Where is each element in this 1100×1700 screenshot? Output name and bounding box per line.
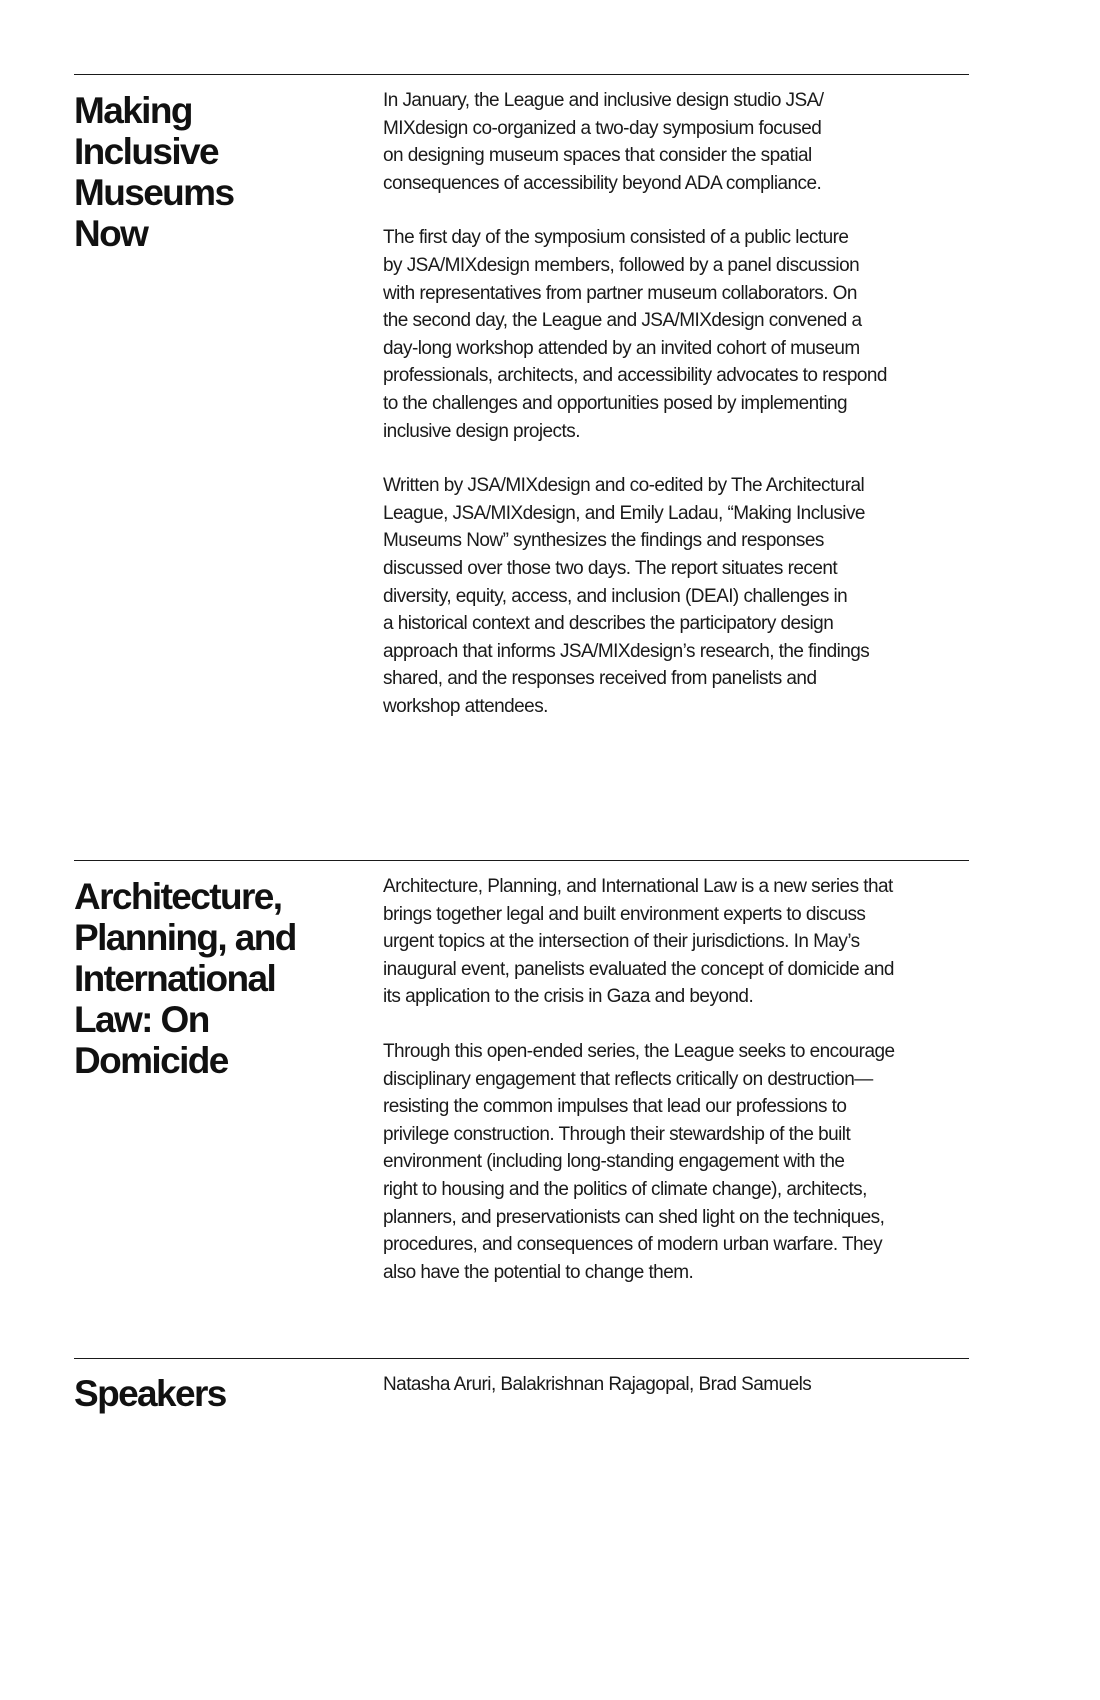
section-title-line: Planning, and	[74, 917, 296, 958]
section-body	[383, 1371, 973, 1426]
section-title-line: Domicide	[74, 1040, 228, 1081]
section-body	[383, 87, 973, 747]
text-line: by JSA/MIXdesign members, followed by a panel discussion	[383, 254, 860, 276]
section-speakers	[74, 1358, 969, 1458]
text-line: disciplinary engagement that reflects critically on destruction—	[383, 1068, 873, 1090]
text-line: procedures, and consequences of modern urban warfare. They	[383, 1234, 883, 1256]
section-making-inclusive-museums-now	[74, 74, 969, 754]
text-line: planners, and preservationists can shed light on the techniques,	[383, 1206, 885, 1228]
text-line: In January, the League and inclusive design studio JSA/	[383, 90, 824, 111]
body-paragraph	[383, 87, 973, 197]
text-line: inclusive design projects.	[383, 420, 580, 442]
section-title	[74, 90, 374, 254]
text-line: right to housing and the politics of climate change), architects,	[383, 1178, 867, 1200]
text-line: The first day of the symposium consisted of a public lecture	[383, 227, 849, 249]
text-line: environment (including long-standing engagement with the	[383, 1151, 845, 1173]
text-line: shared, and the responses received from panelists and	[383, 668, 817, 690]
text-line: to the challenges and opportunities posed by implementing	[383, 392, 848, 414]
section-architecture-planning-law-domicide	[74, 860, 969, 1300]
section-body	[383, 873, 973, 1313]
section-title-line: Now	[74, 213, 148, 254]
text-line: on designing museum spaces that consider the spatial	[383, 145, 812, 167]
text-line: diversity, equity, access, and inclusion (DEAI) challenges in	[383, 585, 848, 607]
text-line: approach that informs JSA/MIXdesign’s research, the findings	[383, 640, 870, 662]
section-title-line: International	[74, 958, 276, 999]
text-line: workshop attendees.	[383, 695, 548, 717]
section-title-line: Making	[74, 90, 192, 131]
text-line: Through this open-ended series, the League seeks to encourage	[383, 1040, 895, 1062]
text-line: Museums Now” synthesizes the findings and responses	[383, 530, 824, 552]
section-divider	[74, 74, 969, 75]
section-divider	[74, 860, 969, 861]
text-line: the second day, the League and JSA/MIXdesign convened a	[383, 310, 862, 332]
section-divider	[74, 1358, 969, 1359]
section-title-line: Museums	[74, 172, 234, 213]
text-line: privilege construction. Through their stewardship of the built	[383, 1123, 851, 1145]
section-title-line: Architecture,	[74, 876, 282, 917]
text-line: Architecture, Planning, and International Law is a new series that	[383, 876, 893, 897]
text-line: discussed over those two days. The report situates recent	[383, 557, 838, 579]
section-title	[74, 1373, 374, 1414]
text-line: resisting the common impulses that lead our professions to	[383, 1096, 847, 1118]
body-paragraph	[383, 224, 973, 445]
text-line: a historical context and describes the participatory design	[383, 613, 834, 635]
text-line: professionals, architects, and accessibility advocates to respond	[383, 365, 887, 387]
text-line: urgent topics at the intersection of their jurisdictions. In May’s	[383, 931, 860, 953]
text-line: League, JSA/MIXdesign, and Emily Ladau, “Making Inclusive	[383, 502, 865, 524]
section-title-line: Law: On	[74, 999, 209, 1040]
body-paragraph	[383, 1038, 973, 1286]
text-line: MIXdesign co-organized a two-day symposium focused	[383, 117, 822, 139]
text-line: Natasha Aruri, Balakrishnan Rajagopal, Brad Samuels	[383, 1374, 812, 1395]
text-line: also have the potential to change them.	[383, 1261, 694, 1283]
body-paragraph	[383, 472, 973, 720]
section-title-line: Inclusive	[74, 131, 218, 172]
text-line: consequences of accessibility beyond ADA compliance.	[383, 172, 822, 194]
text-line: its application to the crisis in Gaza and beyond.	[383, 986, 754, 1008]
text-line: inaugural event, panelists evaluated the concept of domicide and	[383, 958, 894, 980]
text-line: with representatives from partner museum collaborators. On	[383, 282, 857, 304]
body-paragraph	[383, 873, 973, 1011]
speakers-list	[383, 1371, 973, 1399]
text-line: Written by JSA/MIXdesign and co-edited by The Architectural	[383, 475, 865, 497]
text-line: brings together legal and built environment experts to discuss	[383, 903, 866, 925]
section-title	[74, 876, 374, 1081]
text-line: day-long workshop attended by an invited cohort of museum	[383, 337, 860, 359]
section-title-line: Speakers	[74, 1373, 226, 1414]
